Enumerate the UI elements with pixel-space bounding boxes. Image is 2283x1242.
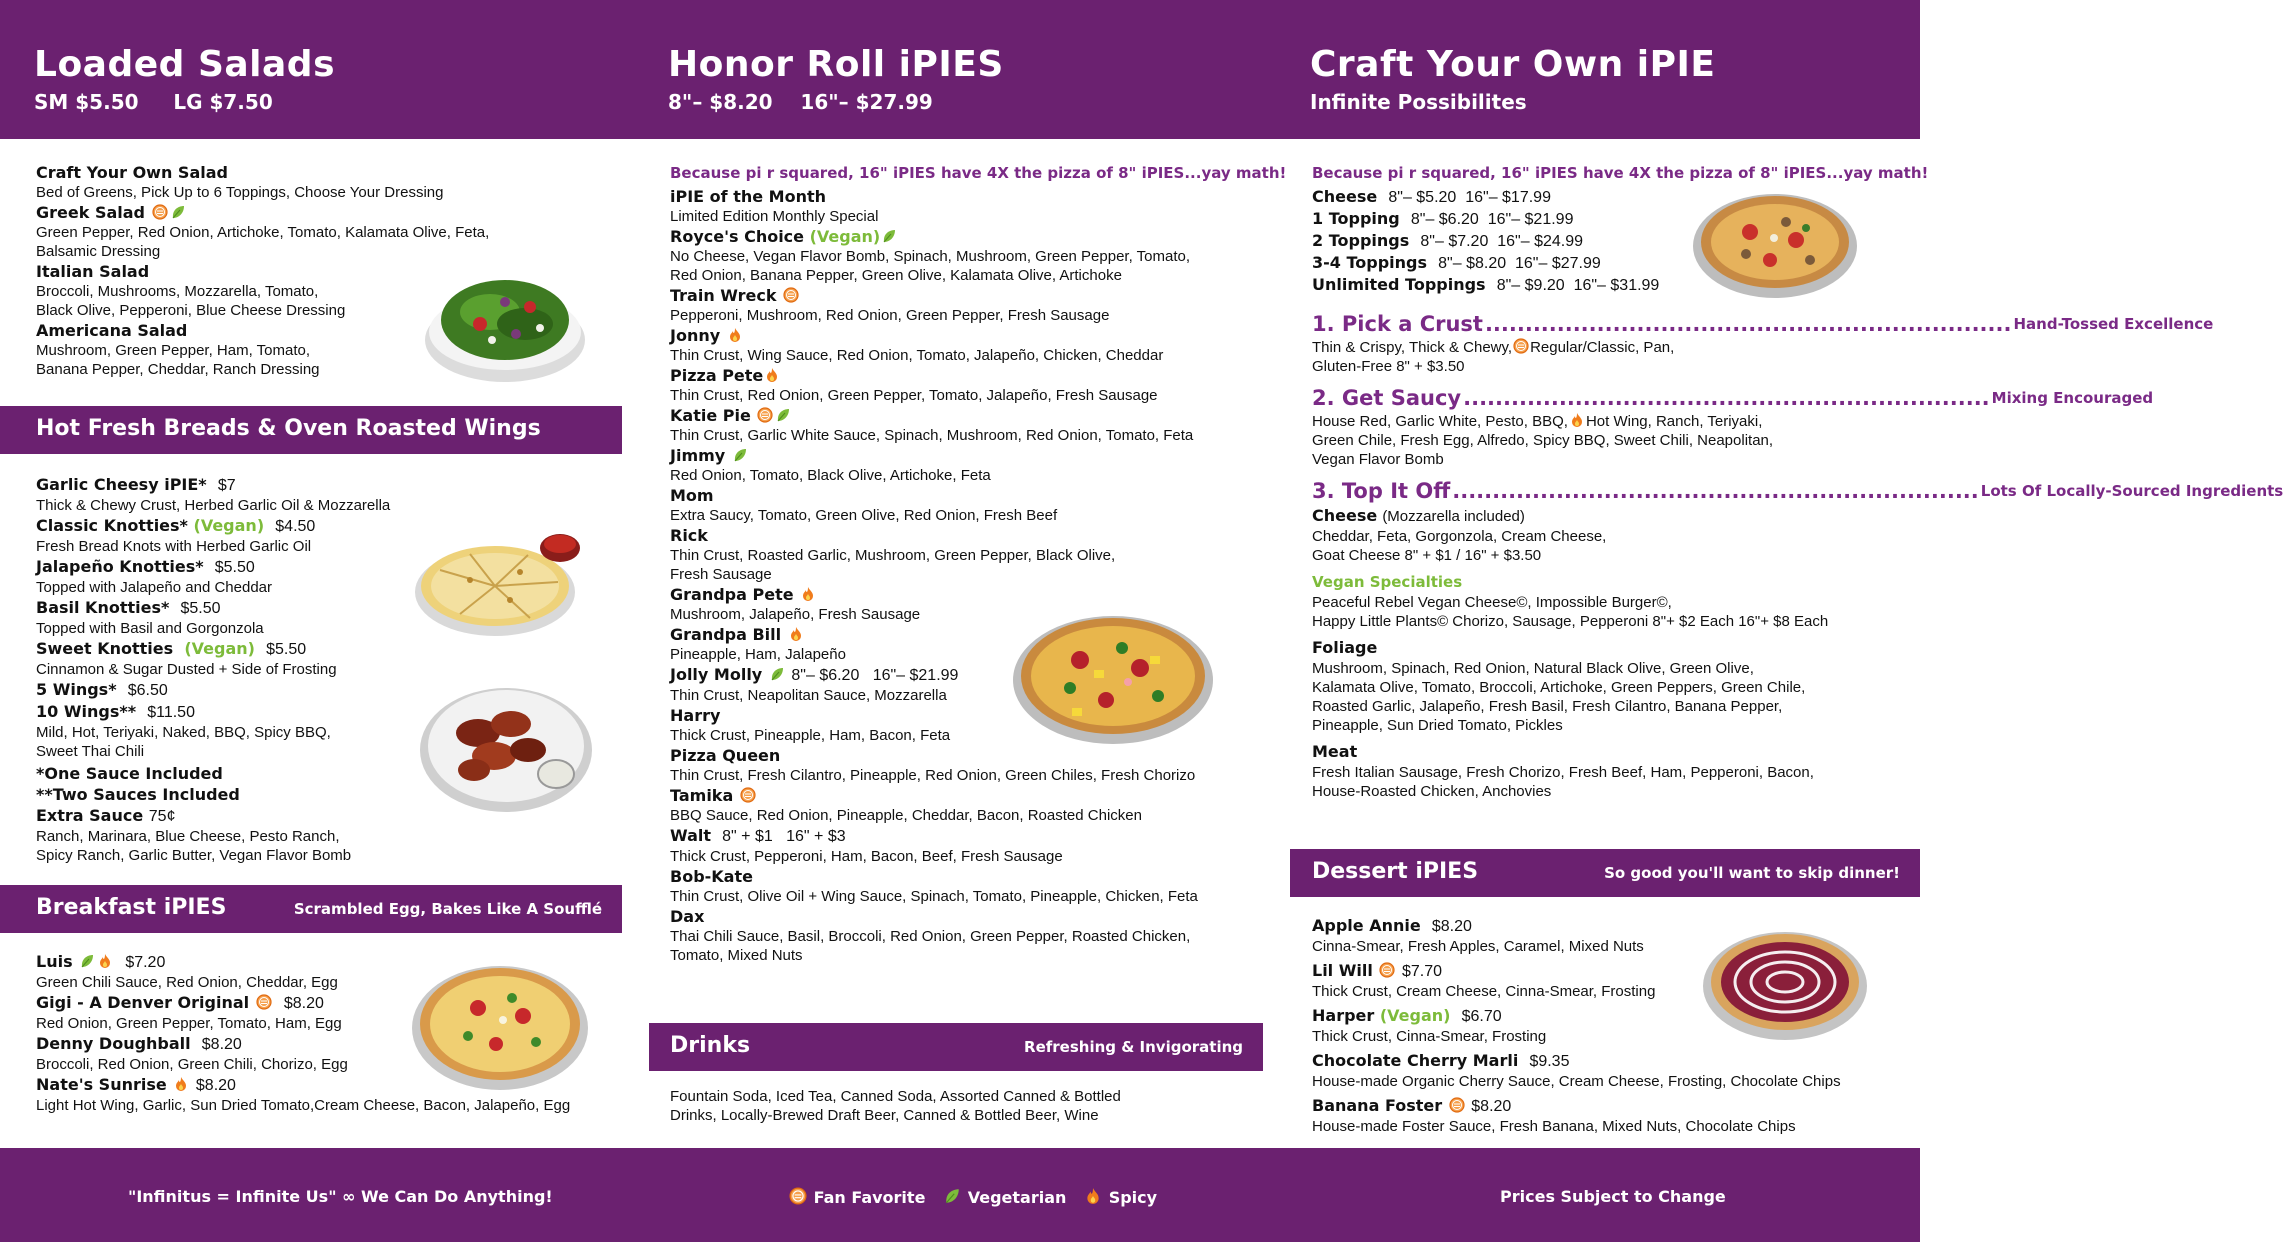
- item-name: Rick: [670, 526, 708, 545]
- item-desc: Cinna-Smear, Fresh Apples, Caramel, Mixed Nuts: [1312, 938, 1644, 955]
- breakfast-tagline: Scrambled Egg, Bakes Like A Soufflé: [293, 900, 602, 918]
- footer-slogan: "Infinitus = Infinite Us" ∞ We Can Do Anything!: [128, 1187, 553, 1206]
- vegan-label: (Vegan): [809, 227, 881, 246]
- wings-photo: [416, 678, 596, 816]
- dot-leader: ..................................................................: [1452, 479, 1979, 503]
- item-price: $4.50: [275, 518, 316, 535]
- meat-options: House-Roasted Chicken, Anchovies: [1312, 783, 1552, 800]
- crust-options: Thin & Crispy, Thick & Chewy,: [1312, 339, 1513, 356]
- item-name: Basil Knotties*: [36, 598, 170, 617]
- legend-vegetarian: Vegetarian: [967, 1188, 1067, 1207]
- item-desc: Topped with Basil and Gorgonzola: [36, 620, 264, 637]
- item-desc: Balsamic Dressing: [36, 243, 161, 260]
- item-desc: Pepperoni, Mushroom, Red Onion, Green Pepper, Fresh Sausage: [670, 307, 1110, 324]
- item-desc: Broccoli, Red Onion, Green Chili, Chorizo, Egg: [36, 1056, 348, 1073]
- item-price: $8.20: [195, 1077, 236, 1094]
- step-sauce: [1312, 384, 2154, 412]
- item-desc: House-made Foster Sauce, Fresh Banana, Mixed Nuts, Chocolate Chips: [1312, 1118, 1796, 1135]
- crust-options: Regular/Classic, Pan,: [1530, 339, 1675, 356]
- pi-note: Because pi r squared, 16" iPIES have 4X the pizza of 8" iPIES...yay math!: [670, 164, 1287, 182]
- vegan-options: Happy Little Plants© Chorizo, Sausage, Pepperoni 8"+ $2 Each 16"+ $8 Each: [1312, 613, 1829, 630]
- item-price: 8" + $1 16" + $3: [722, 828, 846, 845]
- cheese-label: Cheese: [1312, 506, 1378, 525]
- price-row-name: 1 Topping: [1312, 209, 1400, 228]
- item-price: $8.20: [1431, 918, 1472, 935]
- item-desc: Red Onion, Tomato, Black Olive, Artichoke, Feta: [670, 467, 991, 484]
- price-row-name: 2 Toppings: [1312, 231, 1410, 250]
- list-item: [670, 825, 1270, 866]
- craft-pizza-photo: [1690, 188, 1860, 300]
- item-desc: Green Chili Sauce, Red Onion, Cheddar, Egg: [36, 974, 338, 991]
- foliage-options: Kalamata Olive, Tomato, Broccoli, Artichoke, Green Peppers, Green Chile,: [1312, 679, 1806, 696]
- item-name: 5 Wings*: [36, 680, 117, 699]
- breakfast-title: Breakfast iPIES: [36, 895, 227, 920]
- step-crust: [1312, 310, 2214, 338]
- fan-favorite-icon: [757, 407, 773, 423]
- spicy-icon: [1084, 1187, 1102, 1205]
- item-desc: Thick Crust, Cream Cheese, Cinna-Smear, Frosting: [1312, 983, 1656, 1000]
- item-desc: Pineapple, Ham, Jalapeño: [670, 646, 846, 663]
- list-item: [36, 162, 596, 202]
- fan-favorite-icon: [256, 994, 272, 1010]
- spicy-icon: [764, 367, 780, 383]
- fan-favorite-icon: [152, 204, 168, 220]
- list-item: [36, 202, 596, 261]
- item-name: Pizza Pete: [670, 366, 764, 385]
- item-desc: Fresh Bread Knots with Herbed Garlic Oil: [36, 538, 312, 555]
- item-price: $6.70: [1461, 1008, 1502, 1025]
- sauce-options: Green Chile, Fresh Egg, Alfredo, Spicy BBQ, Sweet Chili, Neapolitan,: [1312, 432, 1774, 449]
- breads-title: Hot Fresh Breads & Oven Roasted Wings: [36, 416, 541, 441]
- vegetarian-icon: [769, 666, 785, 682]
- item-desc: Bed of Greens, Pick Up to 6 Toppings, Choose Your Dressing: [36, 184, 444, 201]
- item-desc: Mushroom, Green Pepper, Ham, Tomato,: [36, 342, 311, 359]
- item-price: $7: [217, 477, 236, 494]
- item-desc: Banana Pepper, Cheddar, Ranch Dressing: [36, 361, 320, 378]
- item-price: $8.20: [283, 995, 324, 1012]
- step-tag: Mixing Encouraged: [1991, 389, 2154, 407]
- item-name: Nate's Sunrise: [36, 1075, 167, 1094]
- honor-pizza-photo: [1010, 608, 1216, 748]
- drinks-tagline: Refreshing & Invigorating: [1024, 1038, 1243, 1056]
- vegetarian-icon: [79, 953, 95, 969]
- price-row-name: 3-4 Toppings: [1312, 253, 1428, 272]
- item-desc: Thin Crust, Fresh Cilantro, Pineapple, Red Onion, Green Chiles, Fresh Chorizo: [670, 767, 1196, 784]
- item-desc: Thick & Chewy Crust, Herbed Garlic Oil & Mozzarella: [36, 497, 391, 514]
- icon-legend: [788, 1187, 1157, 1207]
- step-tag: Lots Of Locally-Sourced Ingredients: [1980, 482, 2283, 500]
- list-item: [670, 365, 1270, 405]
- list-item: [670, 405, 1270, 445]
- item-desc: Red Onion, Green Pepper, Tomato, Ham, Egg: [36, 1015, 342, 1032]
- list-item: [670, 186, 1270, 226]
- fan-favorite-icon: [1513, 338, 1529, 354]
- sauce-options: Hot Wing, Ranch, Teriyaki,: [1585, 413, 1763, 430]
- footer-price-note: Prices Subject to Change: [1500, 1187, 1726, 1206]
- sauce-options: House Red, Garlic White, Pesto, BBQ,: [1312, 413, 1568, 430]
- price-row-value: 8"– $8.20 16"– $27.99: [1438, 255, 1601, 272]
- dot-leader: ..................................................................: [1484, 312, 2012, 336]
- pi-note: Because pi r squared, 16" iPIES have 4X the pizza of 8" iPIES...yay math!: [1312, 164, 1929, 182]
- price-row-value: 8"– $7.20 16"– $24.99: [1420, 233, 1583, 250]
- item-price: $7.70: [1402, 963, 1443, 980]
- item-desc: Mushroom, Jalapeño, Fresh Sausage: [670, 606, 921, 623]
- legend-fan-favorite: Fan Favorite: [813, 1188, 926, 1207]
- cheese-note: (Mozzarella included): [1382, 508, 1525, 525]
- list-item: [1312, 1050, 1902, 1091]
- item-desc: Mild, Hot, Teriyaki, Naked, BBQ, Spicy BBQ,: [36, 724, 331, 741]
- item-name: 10 Wings**: [36, 702, 137, 721]
- item-price: $7.20: [125, 954, 166, 971]
- item-name: Lil Will: [1312, 961, 1373, 980]
- item-desc: Broccoli, Mushrooms, Mozzarella, Tomato,: [36, 283, 319, 300]
- item-price: 75¢: [148, 808, 176, 825]
- price-row-name: Cheese: [1312, 187, 1378, 206]
- crust-options: Gluten-Free 8" + $3.50: [1312, 358, 1465, 375]
- item-price: $6.50: [127, 682, 168, 699]
- drinks-bar: [649, 1023, 1263, 1071]
- item-name: Mom: [670, 486, 714, 505]
- item-desc: Thick Crust, Pineapple, Ham, Bacon, Feta: [670, 727, 951, 744]
- item-price: $5.50: [180, 600, 221, 617]
- item-desc: Sweet Thai Chili: [36, 743, 145, 760]
- item-desc: Thin Crust, Garlic White Sauce, Spinach, Mushroom, Red Onion, Tomato, Feta: [670, 427, 1194, 444]
- spicy-icon: [1569, 412, 1585, 428]
- item-desc: Light Hot Wing, Garlic, Sun Dried Tomato,Cream Cheese, Bacon, Jalapeño, Egg: [36, 1097, 571, 1114]
- list-item: [670, 866, 1270, 906]
- fan-favorite-icon: [789, 1187, 807, 1205]
- item-name: Luis: [36, 952, 73, 971]
- item-desc: Thick Crust, Cinna-Smear, Frosting: [1312, 1028, 1547, 1045]
- item-name: Sweet Knotties: [36, 639, 174, 658]
- item-name: Garlic Cheesy iPIE*: [36, 475, 207, 494]
- foliage-options: Mushroom, Spinach, Red Onion, Natural Black Olive, Green Olive,: [1312, 660, 1754, 677]
- list-item: [670, 226, 1270, 285]
- item-desc: Ranch, Marinara, Blue Cheese, Pesto Ranch,: [36, 828, 340, 845]
- item-desc: BBQ Sauce, Red Onion, Pineapple, Cheddar, Bacon, Roasted Chicken: [670, 807, 1142, 824]
- foliage-options: Roasted Garlic, Jalapeño, Fresh Basil, Fresh Cilantro, Banana Pepper,: [1312, 698, 1783, 715]
- item-name: Walt: [670, 826, 712, 845]
- item-name: Italian Salad: [36, 262, 150, 281]
- salads-prices: SM $5.50 LG $7.50: [34, 90, 273, 114]
- item-desc: Thin Crust, Red Onion, Green Pepper, Tomato, Jalapeño, Fresh Sausage: [670, 387, 1158, 404]
- spicy-icon: [97, 953, 113, 969]
- meat-label: Meat: [1312, 742, 1358, 761]
- item-desc: Black Olive, Pepperoni, Blue Cheese Dressing: [36, 302, 346, 319]
- fan-favorite-icon: [740, 787, 756, 803]
- item-desc: Thick Crust, Pepperoni, Ham, Bacon, Beef, Fresh Sausage: [670, 848, 1063, 865]
- item-desc: Thai Chili Sauce, Basil, Broccoli, Red Onion, Green Pepper, Roasted Chicken,: [670, 928, 1191, 945]
- meat-options: Fresh Italian Sausage, Fresh Chorizo, Fresh Beef, Ham, Pepperoni, Bacon,: [1312, 764, 1814, 781]
- price-row-value: 8"– $6.20 16"– $21.99: [1410, 211, 1574, 228]
- cheese-options: Cheddar, Feta, Gorgonzola, Cream Cheese,: [1312, 528, 1607, 545]
- list-item: [670, 285, 1270, 325]
- list-item: [670, 906, 1270, 965]
- drinks-title: Drinks: [670, 1033, 751, 1058]
- item-name: Apple Annie: [1312, 916, 1421, 935]
- item-desc: Thin Crust, Neapolitan Sauce, Mozzarella: [670, 687, 947, 704]
- item-name: Banana Foster: [1312, 1096, 1443, 1115]
- item-name: Pizza Queen: [670, 746, 781, 765]
- list-item: [670, 325, 1270, 365]
- item-desc: No Cheese, Vegan Flavor Bomb, Spinach, Mushroom, Green Pepper, Tomato,: [670, 248, 1191, 265]
- craft-subtitle: Infinite Possibilites: [1310, 90, 1527, 114]
- vegetarian-icon: [170, 204, 186, 220]
- vegan-options: Peaceful Rebel Vegan Cheese©, Impossible Burger©,: [1312, 594, 1672, 611]
- item-desc: Limited Edition Monthly Special: [670, 208, 879, 225]
- item-name: Classic Knotties*: [36, 516, 188, 535]
- item-desc: Spicy Ranch, Garlic Butter, Vegan Flavor Bomb: [36, 847, 352, 864]
- vegan-label: (Vegan): [184, 639, 255, 658]
- item-desc: Thin Crust, Olive Oil + Wing Sauce, Spinach, Tomato, Pineapple, Chicken, Feta: [670, 888, 1198, 905]
- item-name: Jolly Molly: [670, 665, 763, 684]
- salads-title: Loaded Salads: [34, 44, 336, 85]
- item-desc: Topped with Jalapeño and Cheddar: [36, 579, 273, 596]
- step-title: 2. Get Saucy: [1312, 386, 1462, 410]
- item-name: Katie Pie: [670, 406, 751, 425]
- cheese-options: Goat Cheese 8" + $1 / 16" + $3.50: [1312, 547, 1542, 564]
- honor-title: Honor Roll iPIES: [668, 44, 1004, 85]
- item-name: Americana Salad: [36, 321, 188, 340]
- item-name: Harry: [670, 706, 721, 725]
- price-row-name: Unlimited Toppings: [1312, 275, 1486, 294]
- item-desc: Thin Crust, Wing Sauce, Red Onion, Tomato, Jalapeño, Chicken, Cheddar: [670, 347, 1164, 364]
- craft-title: Craft Your Own iPIE: [1310, 44, 1716, 85]
- item-name: Harper: [1312, 1006, 1375, 1025]
- breakfast-bar: [0, 885, 622, 933]
- vegetarian-icon: [775, 407, 791, 423]
- vegan-label: (Vegan): [193, 516, 265, 535]
- vegetarian-icon: [943, 1187, 961, 1205]
- item-price: 8"– $6.20 16"– $21.99: [791, 667, 959, 684]
- item-name: Chocolate Cherry Marli: [1312, 1051, 1519, 1070]
- drinks-list: [670, 1087, 1121, 1125]
- item-name: Jalapeño Knotties*: [36, 557, 204, 576]
- item-name: Bob-Kate: [670, 867, 753, 886]
- step-title: 1. Pick a Crust: [1312, 312, 1483, 336]
- item-price: $5.50: [266, 641, 307, 658]
- item-name: Extra Sauce: [36, 806, 144, 825]
- dot-leader: ..................................................................: [1463, 386, 1990, 410]
- spicy-icon: [173, 1076, 189, 1092]
- spicy-icon: [788, 626, 804, 642]
- foliage-options: Pineapple, Sun Dried Tomato, Pickles: [1312, 717, 1563, 734]
- drinks-desc: Drinks, Locally-Brewed Draft Beer, Canned & Bottled Beer, Wine: [670, 1107, 1099, 1124]
- list-item: [670, 525, 1270, 584]
- drinks-desc: Fountain Soda, Iced Tea, Canned Soda, Assorted Canned & Bottled: [670, 1088, 1121, 1105]
- spicy-icon: [727, 327, 743, 343]
- spicy-icon: [800, 586, 816, 602]
- item-name: Dax: [670, 907, 705, 926]
- item-name: Greek Salad: [36, 203, 145, 222]
- list-item: [670, 445, 1270, 485]
- step-tag: Hand-Tossed Excellence: [2013, 315, 2214, 333]
- dessert-tagline: So good you'll want to skip dinner!: [1604, 864, 1900, 882]
- item-price: $8.20: [1471, 1098, 1512, 1115]
- dessert-bar: [1290, 849, 1920, 897]
- sauce-options: Vegan Flavor Bomb: [1312, 451, 1444, 468]
- sauce-note: **Two Sauces Included: [36, 785, 240, 804]
- step-title: 3. Top It Off: [1312, 479, 1451, 503]
- list-item: [670, 745, 1270, 785]
- item-name: Grandpa Bill: [670, 625, 782, 644]
- item-price: $11.50: [147, 704, 195, 721]
- item-desc: Thin Crust, Roasted Garlic, Mushroom, Green Pepper, Black Olive,: [670, 547, 1116, 564]
- item-name: Craft Your Own Salad: [36, 163, 228, 182]
- honor-prices: 8"– $8.20 16"– $27.99: [668, 90, 933, 114]
- item-name: Train Wreck: [670, 286, 777, 305]
- item-price: $9.35: [1529, 1053, 1570, 1070]
- vegetarian-icon: [732, 447, 748, 463]
- breads-bar: [0, 406, 622, 454]
- price-row-value: 8"– $5.20 16"– $17.99: [1388, 189, 1551, 206]
- item-desc: Red Onion, Banana Pepper, Green Olive, Kalamata Olive, Artichoke: [670, 267, 1122, 284]
- item-price: $5.50: [214, 559, 255, 576]
- item-name: Royce's Choice: [670, 227, 805, 246]
- item-name: Denny Doughball: [36, 1034, 191, 1053]
- item-desc: Extra Saucy, Tomato, Green Olive, Red Onion, Fresh Beef: [670, 507, 1058, 524]
- item-desc: Green Pepper, Red Onion, Artichoke, Tomato, Kalamata Olive, Feta,: [36, 224, 490, 241]
- step-toppings: [1312, 477, 2283, 505]
- dessert-title: Dessert iPIES: [1312, 859, 1479, 884]
- salad-photo: [420, 262, 590, 387]
- honor-list: [670, 162, 1287, 965]
- vegan-label: (Vegan): [1379, 1006, 1451, 1025]
- fan-favorite-icon: [1449, 1097, 1465, 1113]
- item-name: Jimmy: [670, 446, 726, 465]
- item-desc: House-made Organic Cherry Sauce, Cream Cheese, Frosting, Chocolate Chips: [1312, 1073, 1841, 1090]
- list-item: [670, 485, 1270, 525]
- foliage-label: Foliage: [1312, 638, 1378, 657]
- item-desc: Tomato, Mixed Nuts: [670, 947, 803, 964]
- breakfast-pizza-photo: [408, 958, 592, 1092]
- item-desc: Cinnamon & Sugar Dusted + Side of Frosting: [36, 661, 337, 678]
- item-price: $8.20: [201, 1036, 242, 1053]
- vegetarian-icon: [881, 228, 897, 244]
- item-desc: Fresh Sausage: [670, 566, 772, 583]
- legend-spicy: Spicy: [1108, 1188, 1158, 1207]
- sauce-note: *One Sauce Included: [36, 764, 223, 783]
- item-name: Jonny: [670, 326, 721, 345]
- item-name: Tamika: [670, 786, 734, 805]
- item-name: Grandpa Pete: [670, 585, 794, 604]
- vegan-specialties-label: Vegan Specialties: [1312, 573, 1463, 591]
- dessert-pizza-photo: [1700, 924, 1870, 1042]
- item-name: iPIE of the Month: [670, 187, 826, 206]
- fan-favorite-icon: [1379, 962, 1395, 978]
- list-item: [670, 785, 1270, 825]
- price-row-value: 8"– $9.20 16"– $31.99: [1496, 277, 1660, 294]
- garlic-bread-photo: [410, 500, 590, 648]
- list-item: [1312, 1095, 1902, 1136]
- fan-favorite-icon: [783, 287, 799, 303]
- item-name: Gigi - A Denver Original: [36, 993, 250, 1012]
